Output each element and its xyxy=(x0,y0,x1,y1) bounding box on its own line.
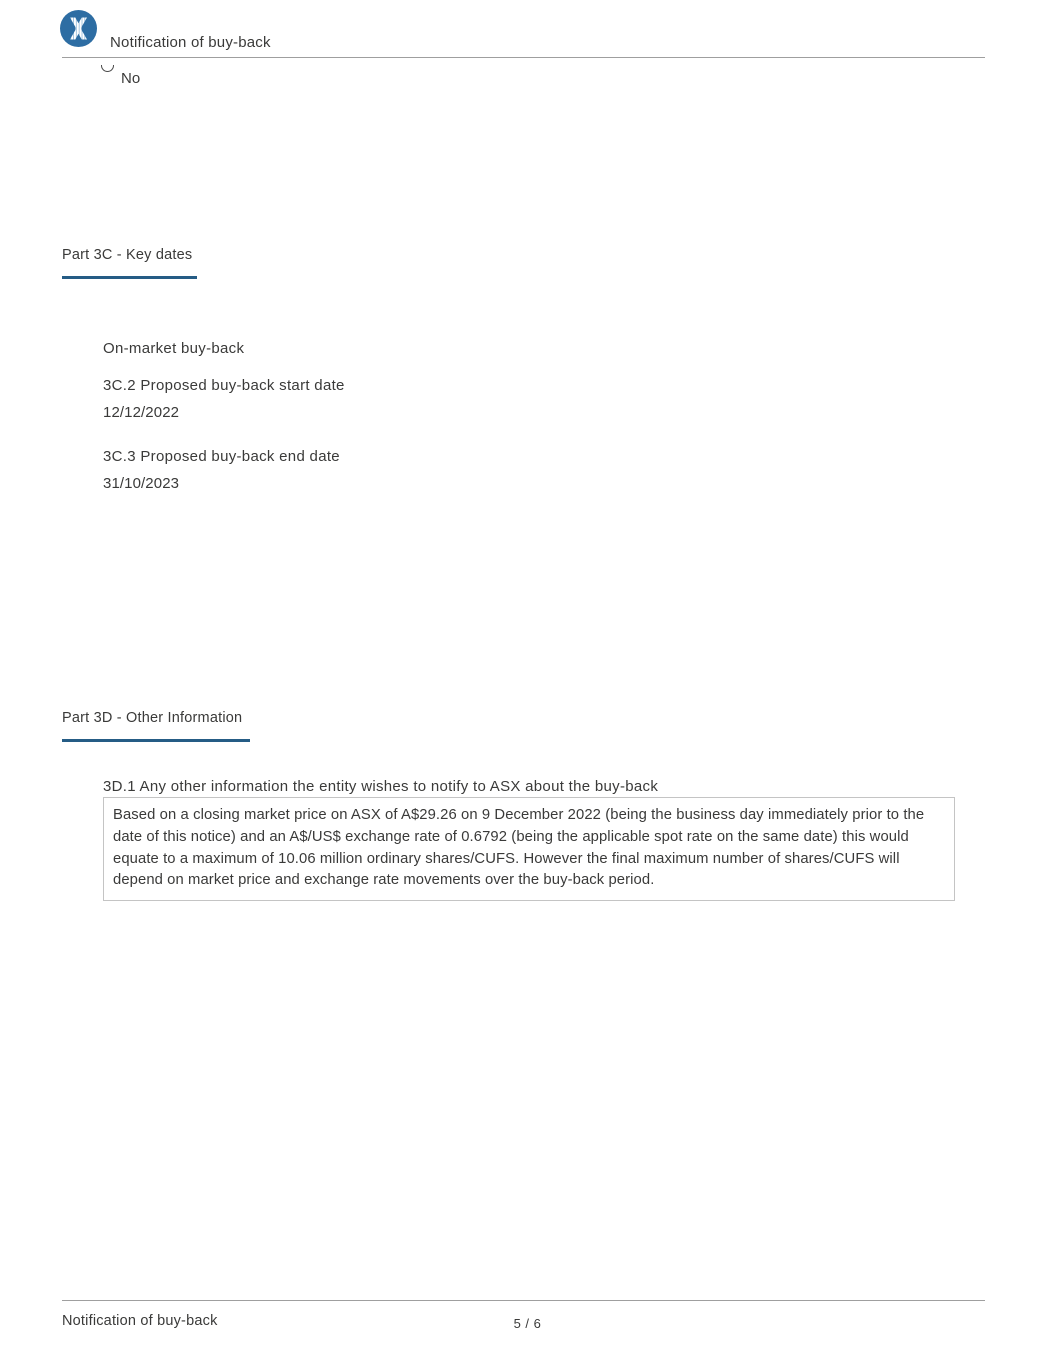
section-heading-part-3c: Part 3C - Key dates xyxy=(62,247,193,263)
question-3c3-label: 3C.3 Proposed buy-back end date xyxy=(103,448,340,465)
question-3c2-label: 3C.2 Proposed buy-back start date xyxy=(103,377,345,394)
section-underline-part-3d xyxy=(62,739,250,742)
page-number: 5 / 6 xyxy=(513,1316,542,1331)
header-title: Notification of buy-back xyxy=(110,34,271,51)
other-information-textbox[interactable]: Based on a closing market price on ASX of A$29.26 on 9 December 2022 (being the business day immediately prior to the date of this notice) and an A$/US$ exchange rate of 0.6792 (being the applicable spot rate on the same date) this would equate to a maximum of 10.06 million ordinary shares/CUFS. However the final maximum number of shares/CUFS will depend on market price and exchange rate movements over the buy-back period. xyxy=(103,797,955,901)
question-3d1-label: 3D.1 Any other information the entity wishes to notify to ASX about the buy-back xyxy=(103,778,659,795)
question-3c2-value: 12/12/2022 xyxy=(103,404,180,421)
radio-option-no-label[interactable]: No xyxy=(121,70,141,87)
header-divider xyxy=(62,57,985,58)
footer-divider xyxy=(62,1300,985,1301)
question-3c3-value: 31/10/2023 xyxy=(103,475,180,492)
subheading-on-market-buy-back: On-market buy-back xyxy=(103,340,245,357)
section-underline-part-3c xyxy=(62,276,197,279)
radio-button-no-icon[interactable] xyxy=(101,65,117,76)
footer-title: Notification of buy-back xyxy=(62,1313,218,1329)
asx-logo-icon xyxy=(60,10,97,47)
section-heading-part-3d: Part 3D - Other Information xyxy=(62,710,243,726)
